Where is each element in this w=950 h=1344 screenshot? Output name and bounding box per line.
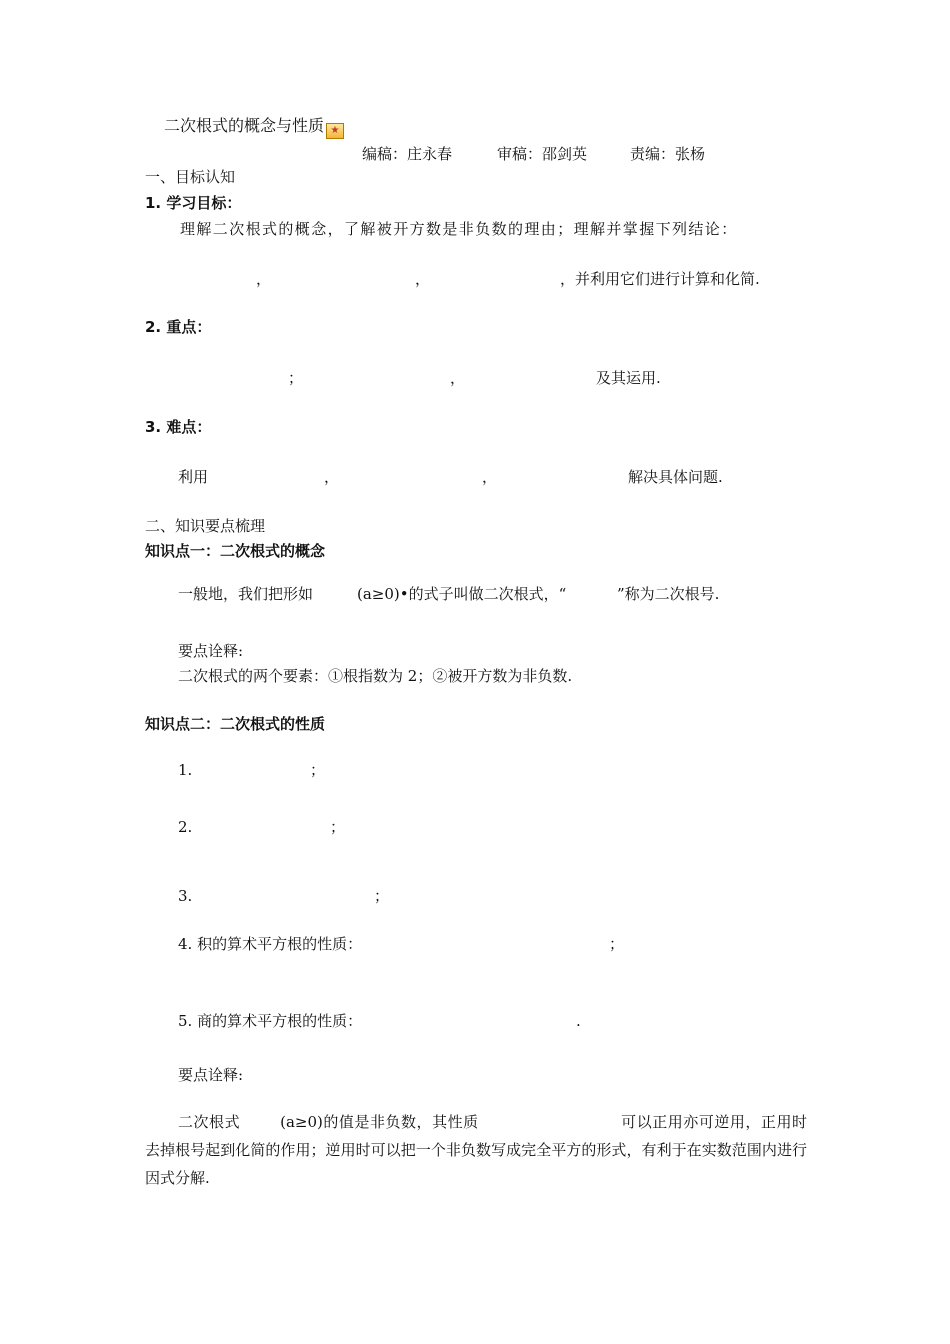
point1-title: 知识点一：二次根式的概念 (145, 542, 326, 560)
goals-comma-1: ， (256, 270, 272, 288)
difficulty-comma-2: ， (482, 468, 498, 486)
difficulty-label: 3. 难点： (145, 418, 212, 436)
page-title (164, 116, 344, 139)
goals-comma-2: ， (415, 270, 431, 288)
property-3-end: ； (374, 887, 390, 905)
point1-note-label: 要点诠释: (178, 642, 244, 660)
point1-text-b: (a≥0)•的式子叫做二次根式，“ (357, 585, 567, 603)
goals-tail: ，并利用它们进行计算和化简. (560, 270, 760, 288)
point2-note-label: 要点诠释: (178, 1066, 244, 1084)
property-5-end: . (576, 1012, 581, 1030)
key-tail: 及其运用. (596, 369, 661, 387)
difficulty-comma-1: ， (324, 468, 340, 486)
key-comma: ， (450, 369, 466, 387)
point2-title: 知识点二：二次根式的性质 (145, 715, 326, 733)
point1-note-text: 二次根式的两个要素：①根指数为 2；②被开方数为非负数. (178, 667, 573, 685)
property-2-number: 2. (178, 818, 193, 836)
credits-editor: 编稿：庄永春 (362, 145, 453, 163)
point1-text-c: ”称为二次根号. (617, 585, 720, 603)
section1-heading: 一、目标认知 (145, 168, 236, 186)
property-4-end: ； (609, 935, 625, 953)
property-1-number: 1. (178, 761, 193, 779)
property-5: 5. 商的算术平方根的性质： (178, 1012, 363, 1030)
section2-heading: 二、知识要点梳理 (145, 517, 266, 535)
para-part-b: (a≥0)的值是非负数，其性质 (280, 1113, 479, 1131)
difficulty-start: 利用 (178, 468, 209, 486)
property-2-end: ； (330, 818, 346, 836)
property-3-number: 3. (178, 887, 193, 905)
property-4: 4. 积的算术平方根的性质： (178, 935, 363, 953)
star-badge-icon: ★ (326, 123, 344, 139)
para-part-a: 二次根式 (178, 1113, 241, 1131)
para-part-c: 可以正用亦可逆用，正用时去掉根号起到化简的作用；逆用时可以把一个非负数写成完全平方的形式，有利于在实数范围内进行因式分解. (145, 1113, 807, 1187)
title-text: 二次根式的概念与性质 (164, 116, 325, 135)
goals-label: 1. 学习目标： (145, 194, 242, 212)
point1-text-a: 一般地，我们把形如 (178, 585, 314, 603)
point2-note-paragraph (145, 1108, 807, 1192)
property-1-end: ； (310, 761, 326, 779)
credits-reviewer: 审稿：邵剑英 (497, 145, 588, 163)
key-semicolon: ； (288, 369, 304, 387)
goals-line1: 理解二次根式的概念，了解被开方数是非负数的理由；理解并掌握下列结论： (180, 220, 738, 238)
credits-responsible: 责编：张杨 (630, 145, 706, 163)
difficulty-tail: 解决具体问题. (628, 468, 723, 486)
key-label: 2. 重点： (145, 318, 212, 336)
